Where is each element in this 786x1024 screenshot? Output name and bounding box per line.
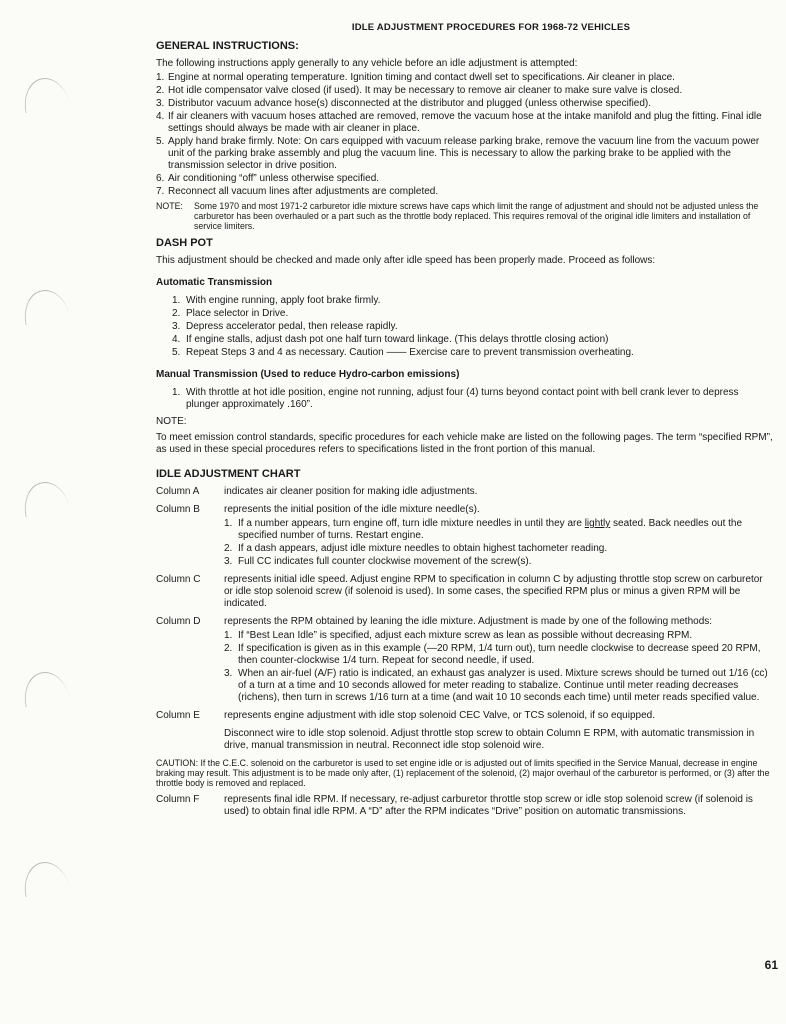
list-item: 3. Depress accelerator pedal, then release rapidly.	[172, 321, 398, 332]
manual-trans-list	[172, 387, 774, 411]
list-item: 2. Hot idle compensator valve closed (if used). It may be necessary to remove air cleaner to make sure valve is closed.	[156, 85, 683, 96]
manual-trans-heading: Manual Transmission (Used to reduce Hydro-carbon emissions)	[156, 369, 460, 380]
list-item: 2. If specification is given as in this example (—20 RPM, 1/4 turn out), turn needle clockwise to decrease speed 20 RPM, then counter-clockwise 1/4 turn. Repeat for second needle, if used.	[224, 643, 761, 666]
list-item: 3. When an air-fuel (A/F) ratio is indicated, an exhaust gas analyzer is used. Mixture screws should be turned out 1/16 (cc) of a turn at a time and 10 seconds allowed for meter reading to stabalize. Continue until meter reading decreases (richens), then turn in screws 1/16 turn at a time (and wait 10 10 seconds each time) until meter reads specified value.	[224, 668, 768, 703]
auto-trans-list	[172, 295, 774, 359]
dashpot-note-text: To meet emission control standards, specific procedures for each vehicle make are listed on the following pages. The term “specified RPM”, as used in these special procedures refers to specifications listed in the front portion of this manual.	[156, 432, 773, 455]
list-item: 5. Repeat Steps 3 and 4 as necessary. Caution —— Exercise care to prevent transmission overheating.	[172, 347, 634, 358]
list-item: 1. If “Best Lean Idle” is specified, adjust each mixture screw as lean as possible without decreasing RPM.	[224, 630, 693, 641]
column-a-row: Column A indicates air cleaner position for making idle adjustments.	[156, 486, 478, 497]
list-item: 7. Reconnect all vacuum lines after adjustments are completed.	[156, 186, 439, 197]
list-item: 1. If a number appears, turn engine off, turn idle mixture needles in until they are lightly seated. Back needles out the specified number of turns. Restart engine.	[224, 518, 743, 541]
list-item: 4. If engine stalls, adjust dash pot one half turn toward linkage. (This delays throttle closing action)	[172, 334, 609, 345]
list-item: 1. With engine running, apply foot brake firmly.	[172, 295, 381, 306]
binder-hole-mark	[19, 668, 69, 708]
column-e-row: Column E represents engine adjustment with idle stop solenoid CEC Valve, or TCS solenoid, if so equipped. Disconnect wire to idle stop solenoid. Adjust throttle stop screw to obtain Column E RPM, with automatic transmission in drive, manual transmission in neutral. Reconnect idle stop solenoid wire.	[156, 710, 774, 752]
list-item: 1. With throttle at hot idle position, engine not running, adjust four (4) turns beyond contact point with bell crank lever to depress plunger approximately .160”.	[172, 387, 739, 410]
binder-hole-mark	[19, 286, 69, 326]
general-heading: GENERAL INSTRUCTIONS:	[156, 40, 299, 52]
list-item: 5. Apply hand brake firmly. Note: On cars equipped with vacuum release parking brake, remove the vacuum line from the vacuum power unit of the parking brake assembly and plug the vacuum line. This is necessary to allow the parking brake to be applied with the transmission selector in drive position.	[156, 136, 760, 171]
list-item: 2. If a dash appears, adjust idle mixture needles to obtain highest tachometer reading.	[224, 543, 608, 554]
list-item: 3. Distributor vacuum advance hose(s) disconnected at the distributor and plugged (unless otherwise specified).	[156, 98, 652, 109]
general-lead: The following instructions apply generally to any vehicle before an idle adjustment is attempted:	[156, 58, 578, 69]
list-item: 1. Engine at normal operating temperature. Ignition timing and contact dwell set to specifications. Air cleaner in place.	[156, 72, 675, 83]
general-list	[156, 72, 774, 198]
list-item: 2. Place selector in Drive.	[172, 308, 289, 319]
column-c-row: Column C represents initial idle speed. Adjust engine RPM to specification in column C by adjusting throttle stop screw on carburetor or idle stop solenoid screw (if solenoid is used). In some cases, the specified RPM plus or minus a given RPM will be indicated.	[156, 574, 763, 609]
column-d-row: Column D represents the RPM obtained by leaning the idle mixture. Adjustment is made by one of the following methods: 1. If “Best Lean Idle” is specified, adjust each mixture screw as lean as possible without decreasing RPM. 2. If specification is given as in this example (—20 RPM, 1/4 turn out), turn needle clockwise to decrease speed 20 RPM, then counter-clockwise 1/4 turn. Repeat for second needle, if used. 3. When an air-fuel (A/F) ratio is indicated, an exhaust gas analyzer is used. Mixture screws should be turned out 1/16 (cc) of a turn at a time and 10 seconds allowed for meter reading to stabalize. Continue until meter reading decreases (richens), then turn in screws 1/16 turn at a time (and wait 10 10 seconds each time) until meter reads specified value.	[156, 616, 774, 704]
column-d-list	[224, 630, 774, 704]
page-content	[156, 22, 774, 818]
dashpot-lead: This adjustment should be checked and made only after idle speed has been properly made. Proceed as follows:	[156, 255, 656, 266]
general-note: NOTE: Some 1970 and most 1971-2 carburetor idle mixture screws have caps which limit the range of adjustment and should not be adjusted unless the carburetor has been overhauled or a part such as the throttle body replaced. This requires removal of the original idle limiters and installation of service limiters.	[156, 201, 759, 231]
binder-hole-mark	[19, 478, 69, 518]
chart-heading: IDLE ADJUSTMENT CHART	[156, 468, 301, 480]
page-title: IDLE ADJUSTMENT PROCEDURES FOR 1968-72 VEHICLES	[351, 22, 631, 33]
list-item: 3. Full CC indicates full counter clockwise movement of the screw(s).	[224, 556, 532, 567]
dashpot-heading: DASH POT	[156, 237, 213, 249]
binder-hole-mark	[19, 74, 69, 114]
caution-text: CAUTION: If the C.E.C. solenoid on the carburetor is used to set engine idle or is adjusted out of limits specified in the Service Manual, decrease in engine braking may result. This adjustment is to be made only after, (1) replacement of the solenoid, (2) major overhaul of the carburetor is performed, or (3) after the throttle body is removed and replaced.	[156, 758, 770, 788]
auto-trans-heading: Automatic Transmission	[156, 277, 273, 288]
column-b-row: Column B represents the initial position of the idle mixture needle(s). 1. If a number appears, turn engine off, turn idle mixture needles in until they are lightly seated. Back needles out the specified number of turns. Restart engine. 2. If a dash appears, adjust idle mixture needles to obtain highest tachometer reading. 3. Full CC indicates full counter clockwise movement of the screw(s).	[156, 504, 774, 568]
binder-hole-mark	[19, 858, 69, 898]
column-b-list	[224, 518, 774, 568]
dashpot-note-label: NOTE:	[156, 416, 187, 427]
column-f-row: Column F represents final idle RPM. If necessary, re-adjust carburetor throttle stop screw or idle stop solenoid screw (if solenoid is used) to obtain final idle RPM. A “D” after the RPM indicates “Drive” position on automatic transmissions.	[156, 794, 753, 817]
column-e-instructions: Disconnect wire to idle stop solenoid. Adjust throttle stop screw to obtain Column E RPM, with automatic transmission in drive, manual transmission in neutral. Reconnect idle stop solenoid wire.	[224, 728, 755, 751]
list-item: 6. Air conditioning “off” unless otherwise specified.	[156, 173, 380, 184]
list-item: 4. If air cleaners with vacuum hoses attached are removed, remove the vacuum hose at the intake manifold and plug the fitting. Final idle settings should always be made with air cleaner in place.	[156, 111, 762, 134]
page-number: 61	[764, 958, 778, 972]
